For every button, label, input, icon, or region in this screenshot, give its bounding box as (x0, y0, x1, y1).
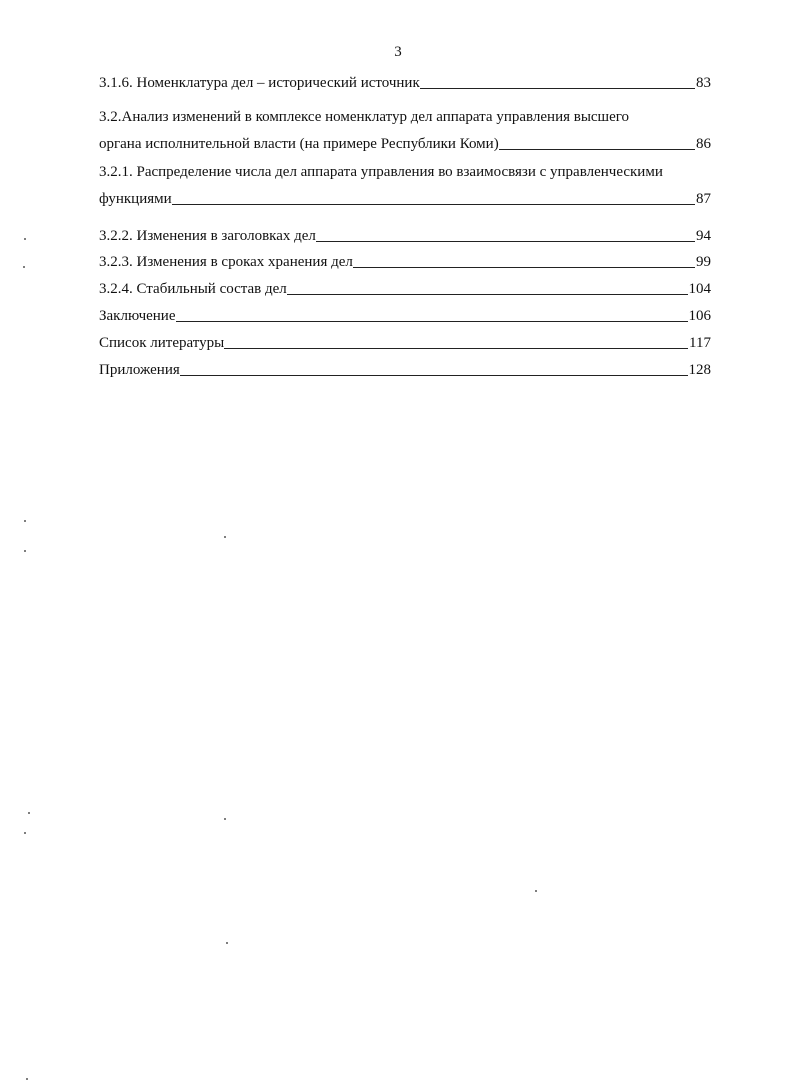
dot-leader (172, 203, 695, 205)
dot-leader (287, 293, 688, 295)
toc-entry-page: 106 (688, 308, 711, 324)
scan-speck (535, 890, 537, 892)
toc-entry-page: 117 (689, 335, 711, 351)
toc-entry-page: 83 (696, 75, 711, 91)
toc-entry-appendices (99, 359, 711, 379)
dot-leader (224, 347, 688, 349)
toc-entry-3-2 (99, 133, 711, 153)
scan-speck (224, 818, 226, 820)
toc-entry-title: Список литературы (99, 335, 225, 351)
toc-entry-page: 128 (688, 362, 711, 378)
toc-entry-title: Заключение (99, 308, 176, 324)
scan-speck (23, 266, 25, 268)
toc-entry-page: 104 (688, 281, 711, 297)
scan-speck (28, 812, 30, 814)
scan-speck (24, 238, 26, 240)
toc-entry-title: органа исполнительной власти (на примере Республики Коми) (99, 136, 499, 152)
toc-entry-page: 87 (696, 191, 711, 207)
page-number: 3 (394, 44, 402, 60)
scan-speck (224, 536, 226, 538)
scan-speck (24, 520, 26, 522)
dot-leader (176, 320, 688, 322)
toc-entry-3-1-6 (99, 72, 711, 92)
toc-entry-3-2-1-line1: 3.2.1. Распределение числа дел аппарата управления во взаимосвязи с управленческими (99, 164, 663, 180)
toc-entry-title: 3.2.4. Стабильный состав дел (99, 281, 287, 297)
scan-speck (26, 1078, 28, 1080)
dot-leader (420, 87, 695, 89)
toc-entry-conclusion (99, 305, 711, 325)
scan-speck (226, 942, 228, 944)
dot-leader (499, 148, 695, 150)
toc-entry-title: 3.1.6. Номенклатура дел – исторический источник (99, 75, 420, 91)
toc-entry-bibliography (99, 332, 711, 352)
dot-leader (353, 266, 695, 268)
toc-entry-3-2-1 (99, 188, 711, 208)
toc-entry-page: 94 (696, 228, 711, 244)
toc-entry-page: 86 (696, 136, 711, 152)
dot-leader (316, 240, 695, 242)
toc-entry-title: функциями (99, 191, 172, 207)
toc-entry-title: 3.2.3. Изменения в сроках хранения дел (99, 254, 353, 270)
toc-entry-title: 3.2.2. Изменения в заголовках дел (99, 228, 316, 244)
toc-entry-3-2-3 (99, 251, 711, 271)
dot-leader (180, 374, 688, 376)
toc-entry-3-2-2 (99, 225, 711, 245)
scan-speck (24, 550, 26, 552)
toc-entry-page: 99 (696, 254, 711, 270)
scan-speck (24, 832, 26, 834)
toc-entry-3-2-4 (99, 278, 711, 298)
toc-entry-title: Приложения (99, 362, 180, 378)
toc-entry-3-2-line1: 3.2.Анализ изменений в комплексе номенклатур дел аппарата управления высшего (99, 109, 630, 125)
